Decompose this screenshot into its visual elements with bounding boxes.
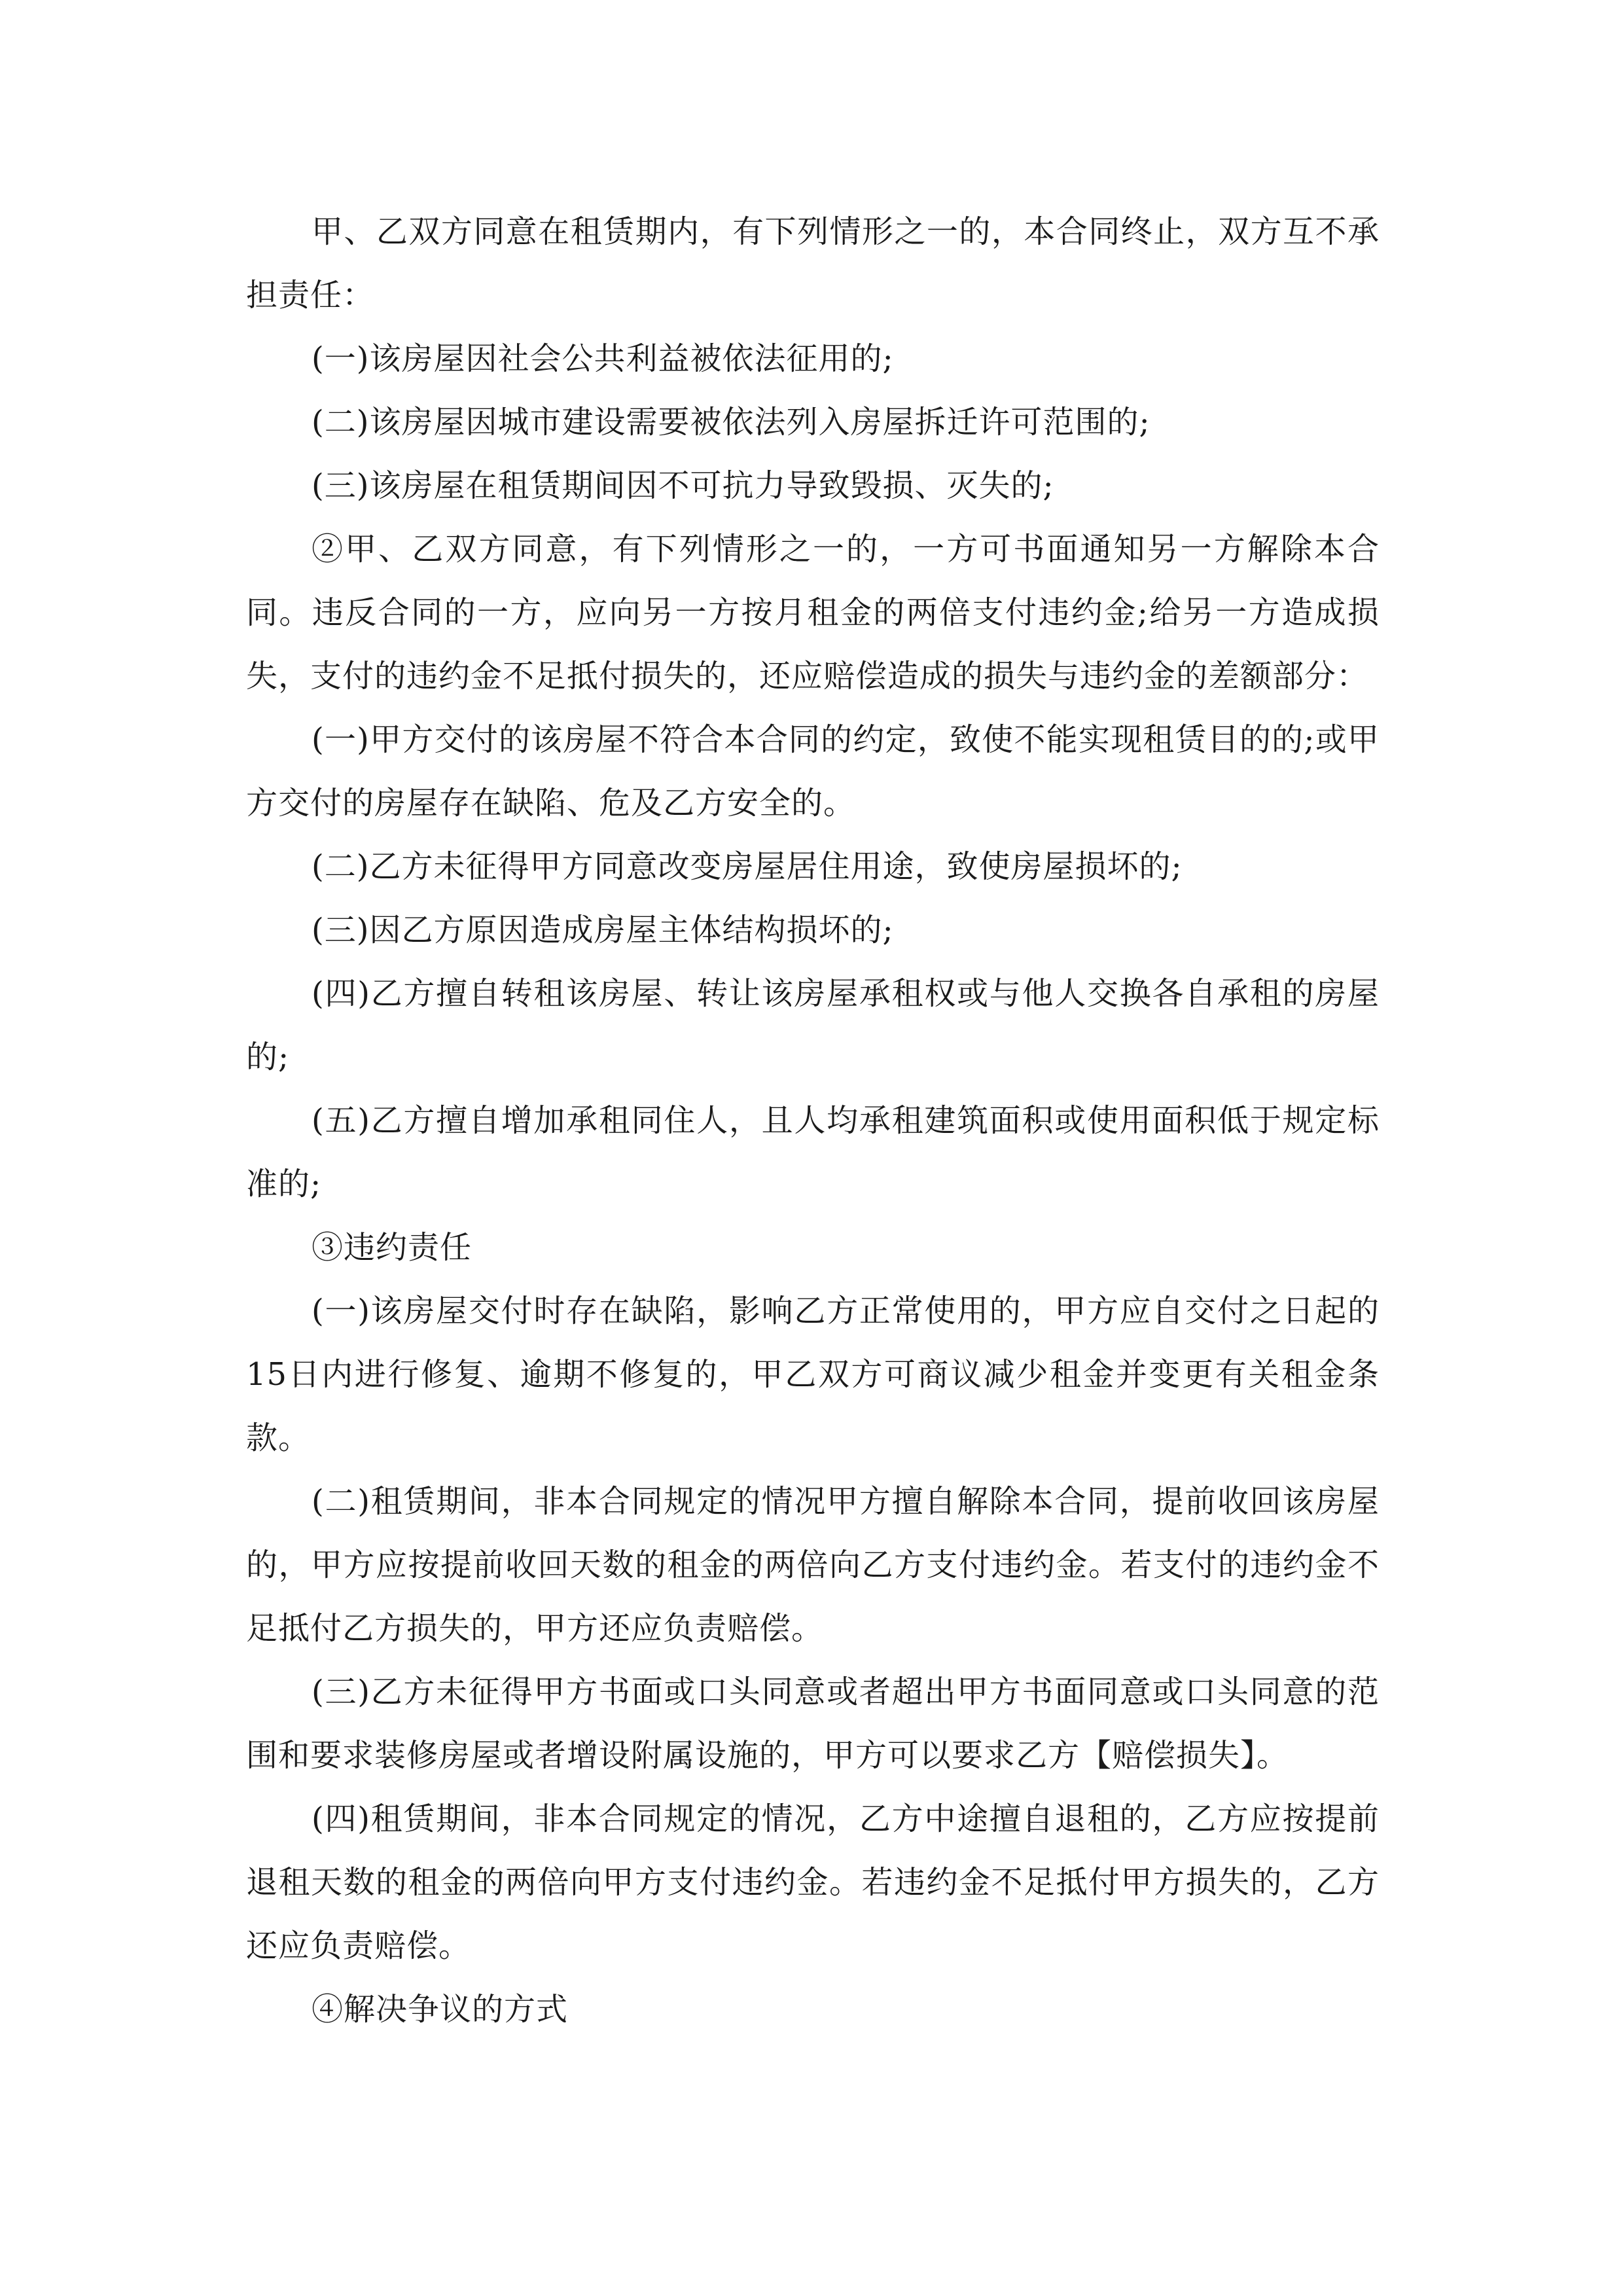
paragraph-rescission-item-1: (一)甲方交付的该房屋不符合本合同的约定，致使不能实现租赁目的的;或甲方交付的房屋存在缺陷、危及乙方安全的。	[246, 721, 1380, 821]
paragraph-rescission-item-5: (五)乙方擅自增加承租同住人，且人均承租建筑面积或使用面积低于规定标准的;	[246, 1102, 1380, 1202]
paragraph-rescission-intro: ②甲、乙双方同意，有下列情形之一的，一方可书面通知另一方解除本合同。违反合同的一方，应向另一方按月租金的两倍支付违约金;给另一方造成损失，支付的违约金不足抵付损失的，还应赔偿造成的损失与违约金的差额部分：	[246, 531, 1380, 694]
paragraph-rescission-item-3: (三)因乙方原因造成房屋主体结构损坏的;	[312, 912, 894, 948]
paragraph-rescission-item-4: (四)乙方擅自转租该房屋、转让该房屋承租权或与他人交换各自承租的房屋的;	[246, 975, 1380, 1075]
paragraph-termination-intro: 甲、乙双方同意在租赁期内，有下列情形之一的，本合同终止，双方互不承担责任：	[246, 213, 1380, 314]
paragraph-liability-item-1: (一)该房屋交付时存在缺陷，影响乙方正常使用的，甲方应自交付之日起的15日内进行修复、逾期不修复的，甲乙双方可商议减少租金并变更有关租金条款。	[246, 1293, 1380, 1456]
paragraph-liability-item-4: (四)租赁期间，非本合同规定的情况，乙方中途擅自退租的，乙方应按提前退租天数的租金的两倍向甲方支付违约金。若违约金不足抵付甲方损失的，乙方还应负责赔偿。	[246, 1801, 1380, 1964]
paragraph-termination-item-2: (二)该房屋因城市建设需要被依法列入房屋拆迁许可范围的;	[312, 404, 1150, 440]
paragraph-termination-item-3: (三)该房屋在租赁期间因不可抗力导致毁损、灭失的;	[312, 467, 1054, 504]
paragraph-rescission-item-2: (二)乙方未征得甲方同意改变房屋居住用途，致使房屋损坏的;	[312, 848, 1183, 885]
section-heading-liability: ③违约责任	[312, 1229, 473, 1266]
document-body	[246, 200, 1380, 2041]
paragraph-liability-item-3: (三)乙方未征得甲方书面或口头同意或者超出甲方书面同意或口头同意的范围和要求装修房屋或者增设附属设施的，甲方可以要求乙方【赔偿损失】。	[246, 1674, 1380, 1774]
paragraph-termination-item-1: (一)该房屋因社会公共利益被依法征用的;	[312, 340, 894, 377]
paragraph-liability-item-2: (二)租赁期间，非本合同规定的情况甲方擅自解除本合同，提前收回该房屋的，甲方应按提前收回天数的租金的两倍向乙方支付违约金。若支付的违约金不足抵付乙方损失的，甲方还应负责赔偿。	[246, 1483, 1380, 1647]
section-heading-dispute: ④解决争议的方式	[312, 1991, 569, 2028]
